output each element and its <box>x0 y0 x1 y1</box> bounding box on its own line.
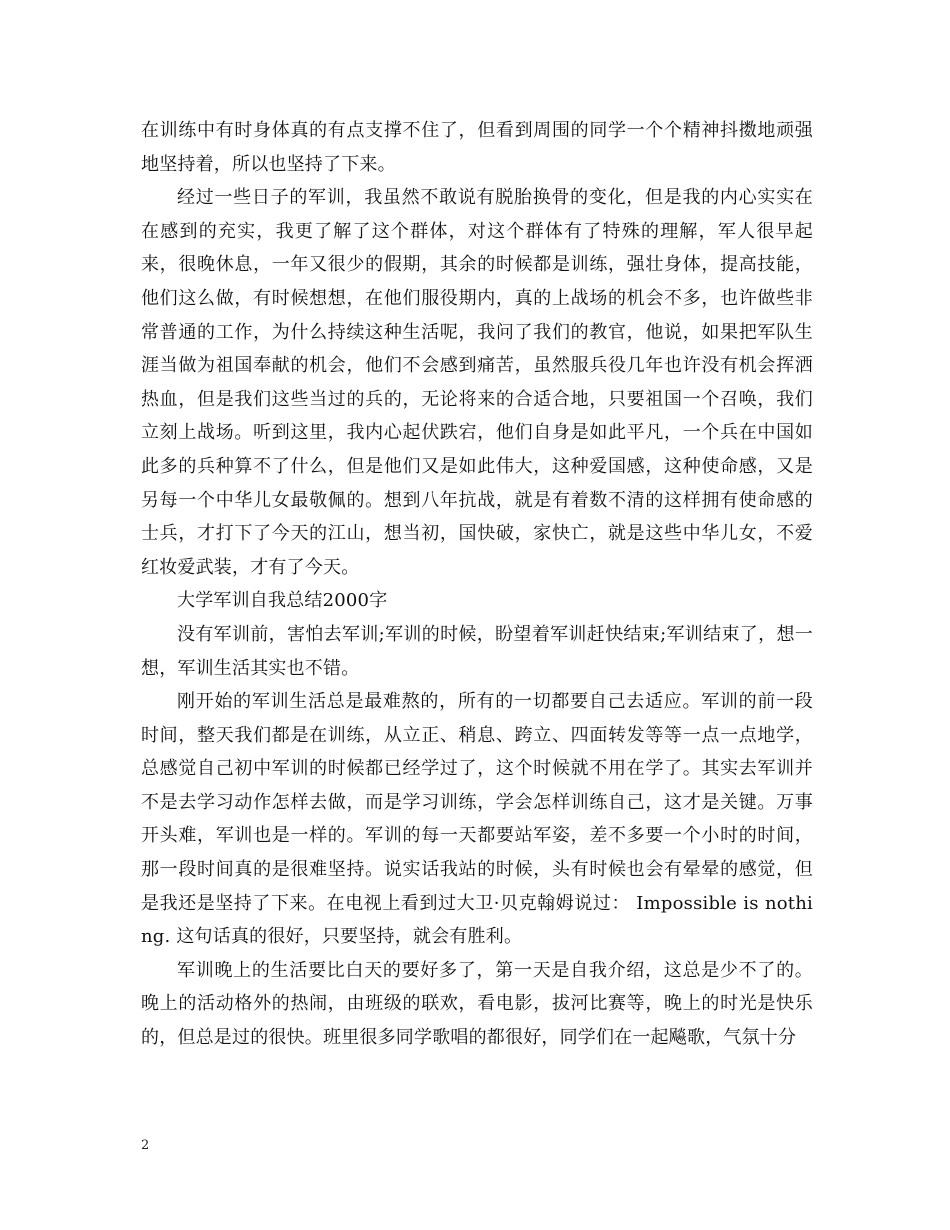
document-body <box>141 114 813 1055</box>
paragraph-training: 刚开始的军训生活总是最难熬的，所有的一切都要自己去适应。军训的前一段时间，整天我们都是在训练，从立正、稍息、跨立、四面转发等等一点一点地学，总感觉自己初中军训的时候都已经学过了，这个时候就不用在学了。其实去军训并不是去学习动作怎样去做，而是学习训练，学会怎样训练自己，这才是关键。万事开头难，军训也是一样的。军训的每一天都要站军姿，差不多要一个小时的时间，那一段时间真的是很难坚持。说实话我站的时候，头有时候也会有晕晕的感觉，但是我还是坚持了下来。在电视上看到过大卫·贝克翰姆说过： Impossible is nothing. 这句话真的很好，只要坚持，就会有胜利。 <box>141 691 813 948</box>
section-heading: 大学军训自我总结2000字 <box>177 590 388 612</box>
paragraph-military-reflection: 经过一些日子的军训，我虽然不敢说有脱胎换骨的变化，但是我的内心实实在在感到的充实，我更了解了这个群体，对这个群体有了特殊的理解，军人很早起来，很晚休息，一年又很少的假期，其余的时候都是训练，强壮身体，提高技能，他们这么做，有时候想想，在他们服役期内，真的上战场的机会不多，也许做些非常普通的工作，为什么持续这种生活呢，我问了我们的教官，他说，如果把军队生涯当做为祖国奉献的机会，他们不会感到痛苦，虽然服兵役几年也许没有机会挥洒热血，但是我们这些当过的兵的，无论将来的合适合地，只要祖国一个召唤，我们立刻上战场。听到这里，我内心起伏跌宕，他们自身是如此平凡，一个兵在中国如此多的兵种算不了什么，但是他们又是如此伟大，这种爱国感，这种使命感，又是另每一个中华儿女最敬佩的。想到八年抗战，就是有着数不清的这样拥有使命感的士兵，才打下了今天的江山，想当初，国快破，家快亡，就是这些中华儿女，不爱红妆爱武装，才有了今天。 <box>141 187 813 578</box>
paragraph-evening: 军训晚上的生活要比白天的要好多了，第一天是自我介绍，这总是少不了的。晚上的活动格外的热闹，由班级的联欢，看电影，拔河比赛等，晚上的时光是快乐的，但总是过的很快。班里很多同学歌唱的都很好，同学们在一起飚歌，气氛十分 <box>141 959 813 1049</box>
paragraph-intro: 没有军训前，害怕去军训;军训的时候，盼望着军训赶快结束;军训结束了，想一想，军训生活其实也不错。 <box>141 623 813 679</box>
paragraph-continuation: 在训练中有时身体真的有点支撑不住了，但看到周围的同学一个个精神抖擞地顽强地坚持着，所以也坚持了下来。 <box>141 120 813 175</box>
page-number: 2 <box>141 1138 150 1153</box>
